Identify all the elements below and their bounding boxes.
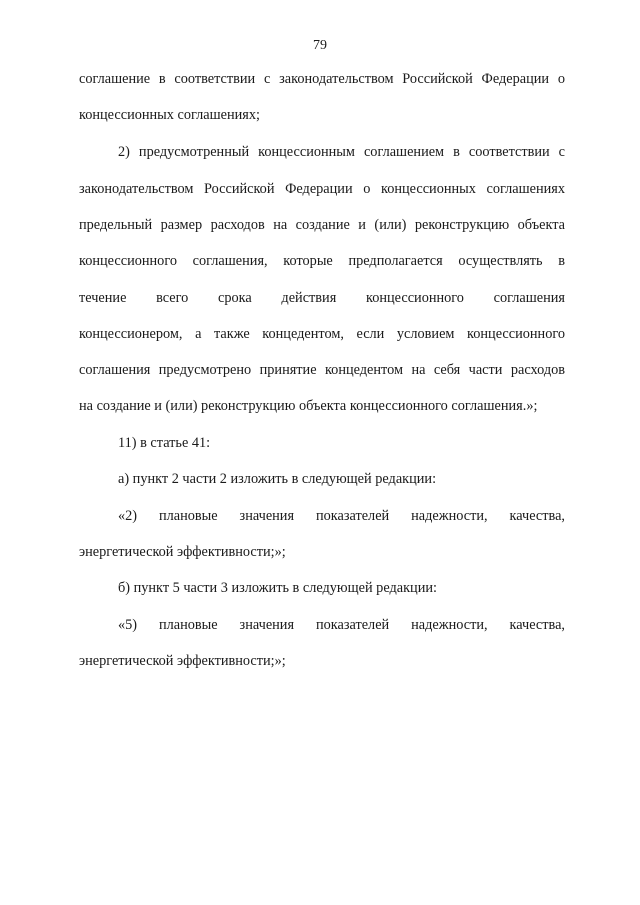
paragraph-start-line: «5) плановые значения показателей надежности, качества, bbox=[118, 617, 565, 633]
text-line: соглашение в соответствии с законодательством Российской Федерации о bbox=[79, 71, 565, 87]
text-line: течение всего срока действия концессионного соглашения bbox=[79, 290, 565, 306]
paragraph-start-line: а) пункт 2 части 2 изложить в следующей редакции: bbox=[118, 471, 437, 487]
text-line: концессионером, а также концедентом, если условием концессионного bbox=[79, 326, 565, 342]
text-line: энергетической эффективности;»; bbox=[79, 544, 286, 560]
text-line: на создание и (или) реконструкцию объекта концессионного соглашения.»; bbox=[79, 398, 538, 414]
paragraph-start-line: 11) в статье 41: bbox=[118, 435, 211, 451]
text-line: концессионных соглашениях; bbox=[79, 107, 260, 123]
paragraph-start-line: б) пункт 5 части 3 изложить в следующей редакции: bbox=[118, 580, 437, 596]
text-line: предельный размер расходов на создание и (или) реконструкцию объекта bbox=[79, 217, 565, 233]
text-line: соглашения предусмотрено принятие концедентом на себя части расходов bbox=[79, 362, 565, 378]
paragraph-start-line: 2) предусмотренный концессионным соглашением в соответствии с bbox=[118, 144, 565, 160]
text-line: законодательством Российской Федерации о концессионных соглашениях bbox=[79, 181, 565, 197]
page-number: 79 bbox=[313, 38, 327, 53]
text-line: энергетической эффективности;»; bbox=[79, 653, 286, 669]
paragraph-start-line: «2) плановые значения показателей надежности, качества, bbox=[118, 508, 565, 524]
text-line: концессионного соглашения, которые предполагается осуществлять в bbox=[79, 253, 565, 269]
